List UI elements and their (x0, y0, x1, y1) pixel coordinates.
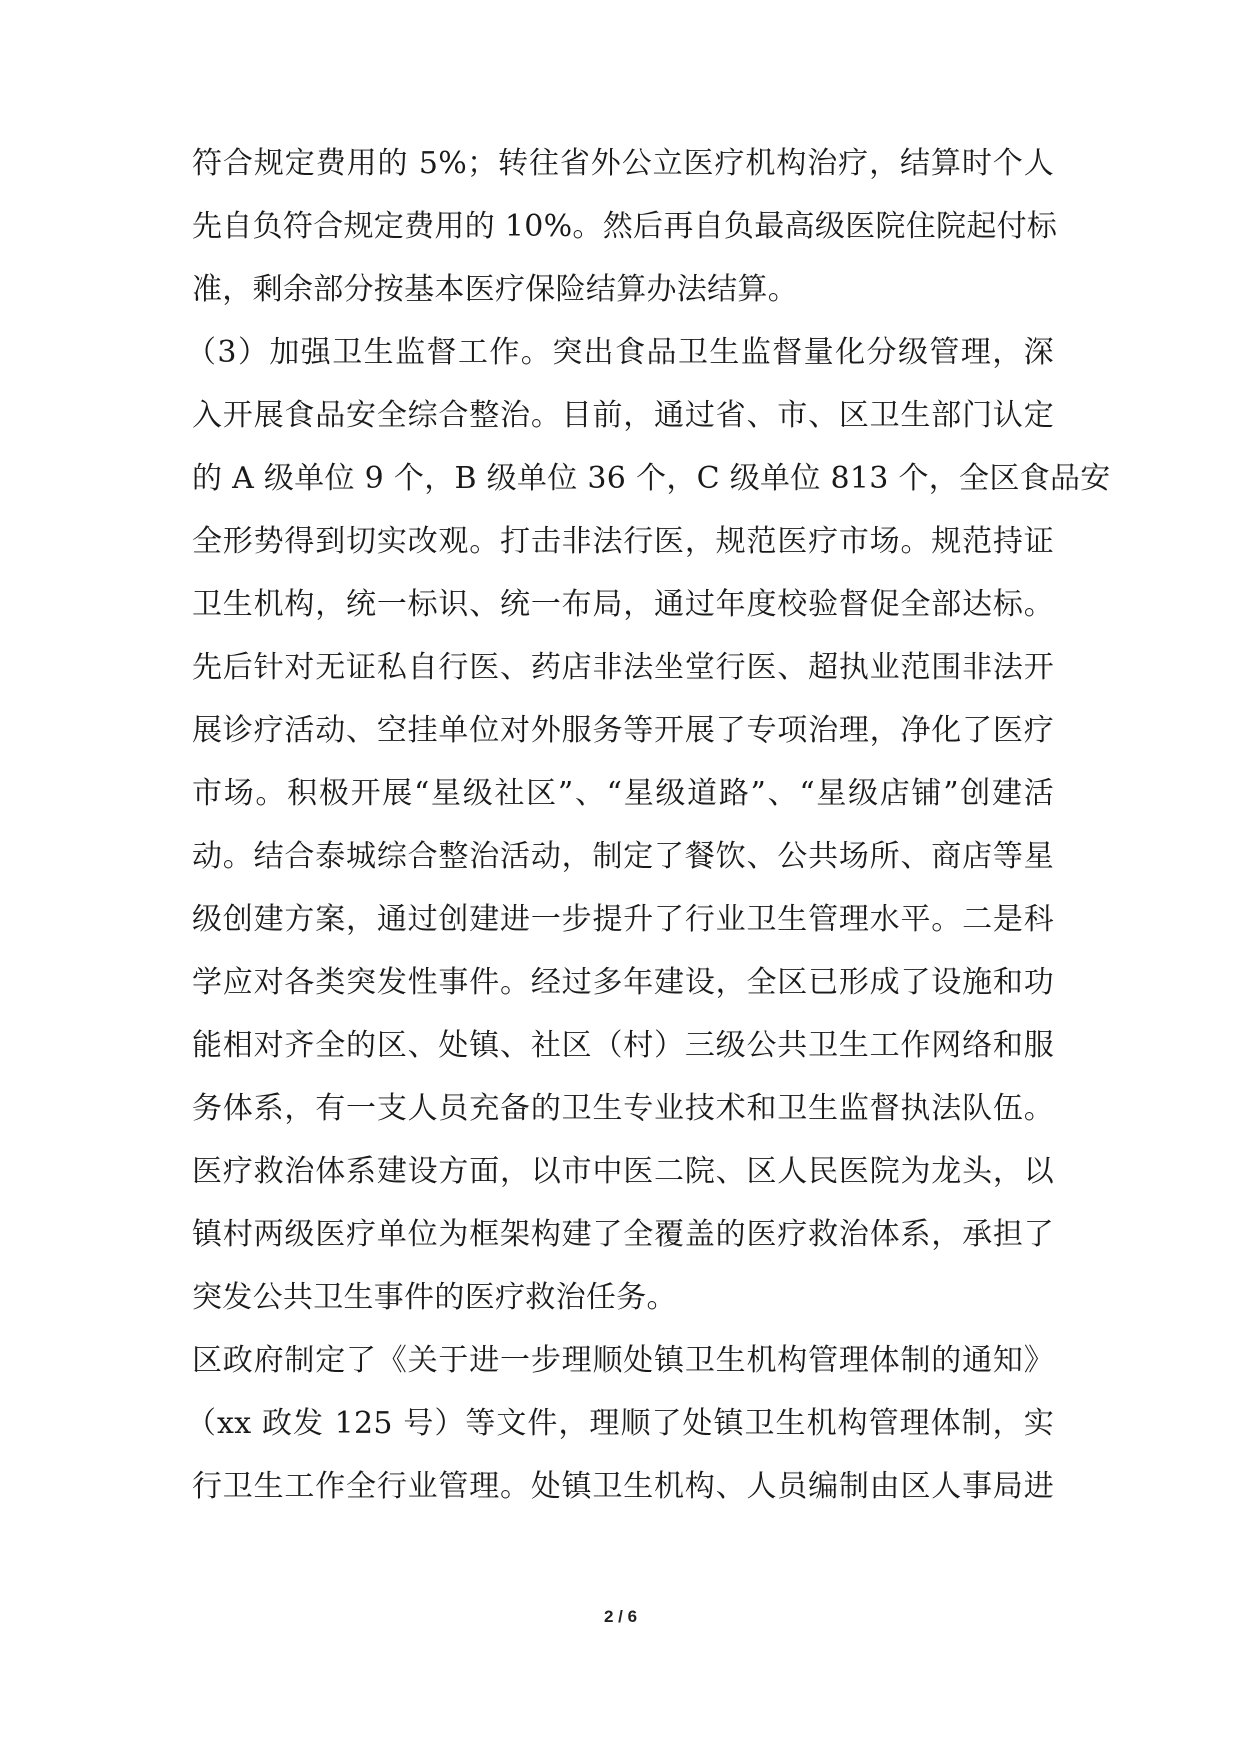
text-line: 先自负符合规定费用的 10%。然后再自负最高级医院住院起付标 (192, 209, 1058, 244)
text-line: 全形势得到切实改观。打击非法行医，规范医疗市场。规范持证 (192, 524, 1054, 559)
text-line: 动。结合泰城综合整治活动，制定了餐饮、公共场所、商店等星 (192, 839, 1054, 874)
text-line: 准，剩余部分按基本医疗保险结算办法结算。 (192, 272, 798, 307)
text-line: 级创建方案，通过创建进一步提升了行业卫生管理水平。二是科 (192, 902, 1054, 937)
text-line: 行卫生工作全行业管理。处镇卫生机构、人员编制由区人事局进 (192, 1469, 1054, 1504)
text-line: 区政府制定了《关于进一步理顺处镇卫生机构管理体制的通知》 (192, 1343, 1054, 1378)
text-line: 学应对各类突发性事件。经过多年建设，全区已形成了设施和功 (192, 965, 1054, 1000)
text-line: 市场。积极开展“星级社区”、“星级道路”、“星级店铺”创建活 (192, 776, 1054, 811)
text-line: 突发公共卫生事件的医疗救治任务。 (192, 1280, 677, 1315)
page-number: 2 / 6 (603, 1607, 638, 1626)
text-line: 镇村两级医疗单位为框架构建了全覆盖的医疗救治体系，承担了 (192, 1217, 1054, 1252)
text-line: 先后针对无证私自行医、药店非法坐堂行医、超执业范围非法开 (192, 650, 1054, 685)
text-line: 入开展食品安全综合整治。目前，通过省、市、区卫生部门认定 (192, 398, 1054, 433)
text-line: 展诊疗活动、空挂单位对外服务等开展了专项治理，净化了医疗 (192, 713, 1054, 748)
text-line: 医疗救治体系建设方面，以市中医二院、区人民医院为龙头，以 (192, 1154, 1054, 1189)
text-line: 务体系，有一支人员充备的卫生专业技术和卫生监督执法队伍。 (192, 1091, 1054, 1126)
text-line: 符合规定费用的 5%；转往省外公立医疗机构治疗，结算时个人 (192, 146, 1054, 181)
text-line: （xx 政发 125 号）等文件，理顺了处镇卫生机构管理体制，实 (186, 1406, 1054, 1441)
text-line: 能相对齐全的区、处镇、社区（村）三级公共卫生工作网络和服 (192, 1028, 1054, 1063)
text-line: 的 A 级单位 9 个，B 级单位 36 个，C 级单位 813 个，全区食品安 (192, 461, 1111, 496)
text-line: （3）加强卫生监督工作。突出食品卫生监督量化分级管理，深 (186, 335, 1054, 370)
text-line: 卫生机构，统一标识、统一布局，通过年度校验督促全部达标。 (192, 587, 1054, 622)
